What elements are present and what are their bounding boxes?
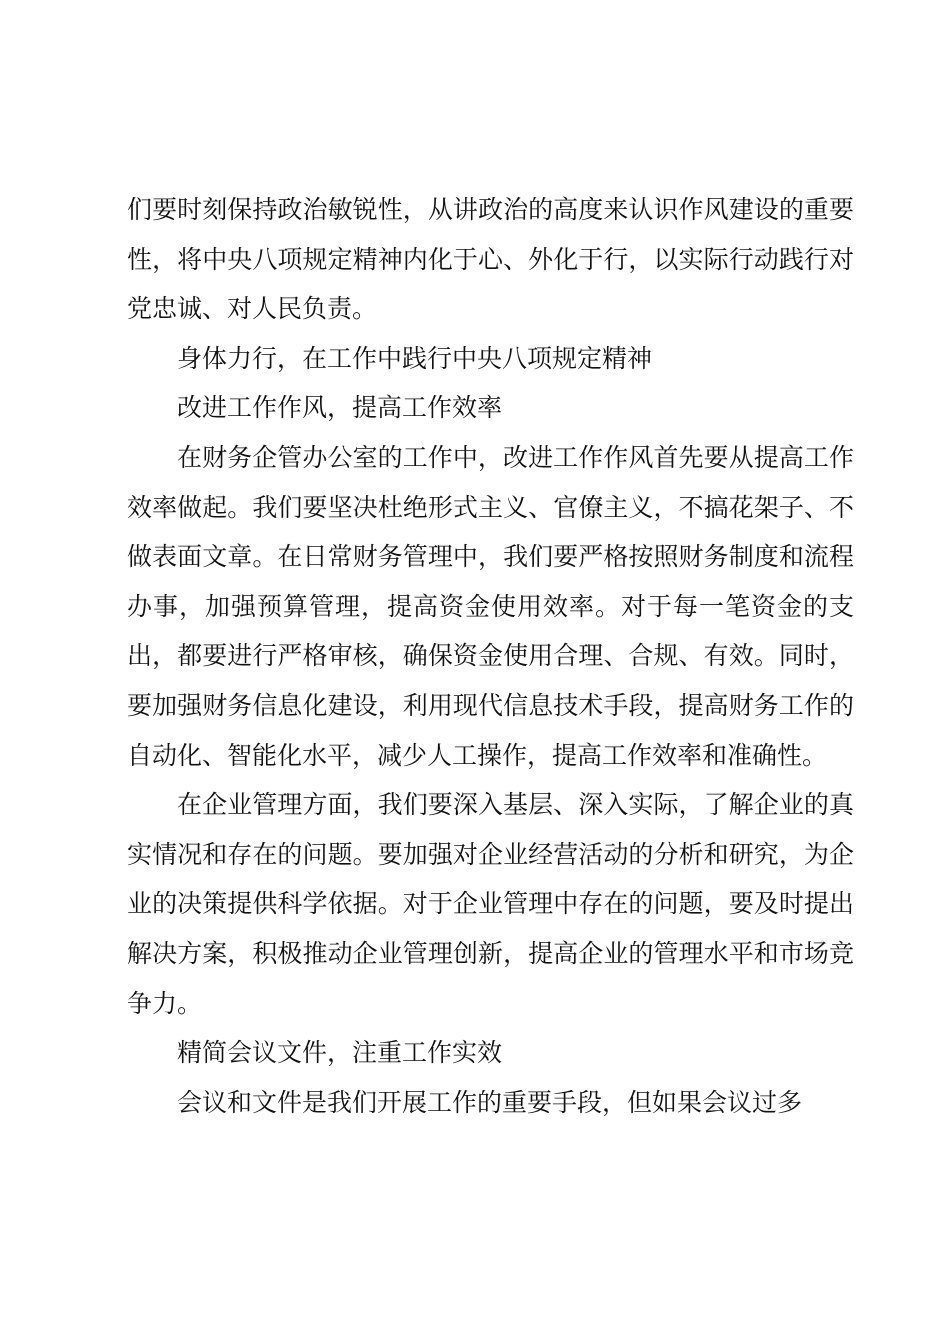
document-page xyxy=(127,185,854,1127)
paragraph-continuation: 们要时刻保持政治敏锐性，从讲政治的高度来认识作风建设的重要性，将中央八项规定精神内化于心、外化于行，以实际行动践行对党忠诚、对人民负责。 xyxy=(127,195,854,324)
subsection-heading-meetings: 精简会议文件，注重工作实效 xyxy=(177,1038,503,1068)
paragraph-meetings: 会议和文件是我们开展工作的重要手段，但如果会议过多 xyxy=(177,1087,803,1117)
paragraph-enterprise-management: 在企业管理方面，我们要深入基层、深入实际，了解企业的真实情况和存在的问题。要加强对企业经营活动的分析和研究，为企业的决策提供科学依据。对于企业管理中存在的问题，要及时提出解决方案，积极推动企业管理创新，提高企业的管理水平和市场竞争力。 xyxy=(127,790,854,1018)
section-heading-practice: 身体力行，在工作中践行中央八项规定精神 xyxy=(177,343,653,373)
paragraph-finance-efficiency: 在财务企管办公室的工作中，改进工作作风首先要从提高工作效率做起。我们要坚决杜绝形式主义、官僚主义，不搞花架子、不做表面文章。在日常财务管理中，我们要严格按照财务制度和流程办事，加强预算管理，提高资金使用效率。对于每一笔资金的支出，都要进行严格审核，确保资金使用合理、合规、有效。同时，要加强财务信息化建设，利用现代信息技术手段，提高财务工作的自动化、智能化水平，减少人工操作，提高工作效率和准确性。 xyxy=(127,442,854,770)
subsection-heading-efficiency: 改进工作作风，提高工作效率 xyxy=(177,393,503,423)
